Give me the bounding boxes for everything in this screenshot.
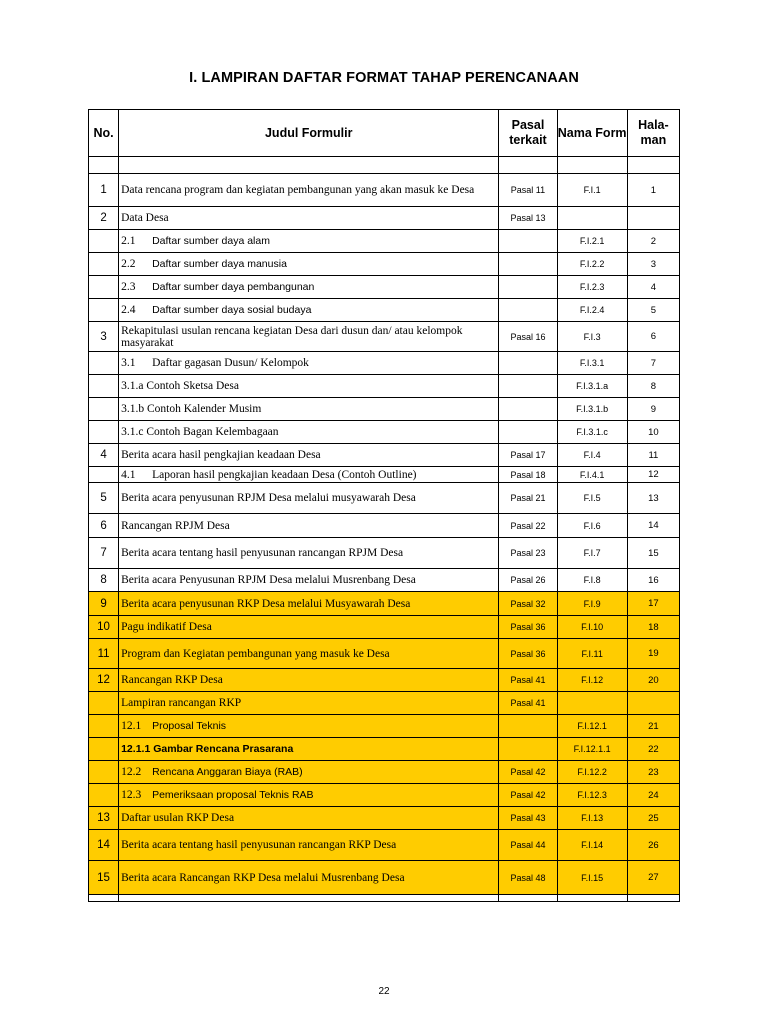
row-form: F.I.4 <box>557 444 627 467</box>
row-pasal: Pasal 36 <box>499 639 557 669</box>
row-judul <box>119 276 499 299</box>
row-pasal <box>499 299 557 322</box>
row-pasal: Pasal 11 <box>499 174 557 207</box>
table-row <box>89 299 680 322</box>
row-form: F.I.3.1.b <box>557 398 627 421</box>
row-form: F.I.7 <box>557 538 627 569</box>
row-judul <box>119 692 499 715</box>
row-form: F.I.2.1 <box>557 230 627 253</box>
row-judul <box>119 669 499 692</box>
row-label: Data Desa <box>121 212 169 224</box>
row-no <box>89 421 119 444</box>
row-label: 12.1.1 Gambar Rencana Prasarana <box>121 743 294 755</box>
row-judul <box>119 514 499 538</box>
row-pasal: Pasal 16 <box>499 322 557 352</box>
table-row <box>89 807 680 830</box>
row-halaman: 5 <box>627 299 679 322</box>
row-no: 12 <box>89 669 119 692</box>
row-label: Pagu indikatif Desa <box>121 621 212 633</box>
row-no: 9 <box>89 592 119 616</box>
row-form: F.I.1 <box>557 174 627 207</box>
row-form: F.I.2.2 <box>557 253 627 276</box>
table-row <box>89 692 680 715</box>
row-judul <box>119 807 499 830</box>
row-form: F.I.3.1.a <box>557 375 627 398</box>
row-subnumber: 12.2 <box>121 766 142 778</box>
row-no <box>89 299 119 322</box>
row-no <box>89 276 119 299</box>
row-halaman: 27 <box>627 861 679 895</box>
row-subnumber: 2.4 <box>121 304 136 316</box>
page-title: I. LAMPIRAN DAFTAR FORMAT TAHAP PERENCANAAN <box>189 70 579 86</box>
page-number: 22 <box>378 986 390 997</box>
row-label: Berita acara penyusunan RKP Desa melalui Musyawarah Desa <box>121 597 411 610</box>
row-halaman: 24 <box>627 784 679 807</box>
row-pasal: Pasal 48 <box>499 861 557 895</box>
row-pasal <box>499 276 557 299</box>
row-label: Daftar sumber daya pembangunan <box>152 281 315 293</box>
row-no <box>89 738 119 761</box>
row-pasal <box>499 738 557 761</box>
row-halaman: 6 <box>627 322 679 352</box>
row-label: Proposal Teknis <box>152 720 227 732</box>
row-halaman: 13 <box>627 483 679 514</box>
row-label: Berita acara hasil pengkajian keadaan Desa <box>121 449 321 461</box>
row-form: F.I.3 <box>557 322 627 352</box>
header-judul: Judul Formulir <box>119 110 499 157</box>
row-form: F.I.12.2 <box>557 761 627 784</box>
row-halaman: 2 <box>627 230 679 253</box>
row-pasal: Pasal 23 <box>499 538 557 569</box>
row-halaman: 1 <box>627 174 679 207</box>
row-halaman: 16 <box>627 569 679 592</box>
row-pasal: Pasal 17 <box>499 444 557 467</box>
row-no: 11 <box>89 639 119 669</box>
row-no <box>89 253 119 276</box>
table-row <box>89 639 680 669</box>
row-halaman: 21 <box>627 715 679 738</box>
row-judul <box>119 715 499 738</box>
row-pasal: Pasal 21 <box>499 483 557 514</box>
row-no: 3 <box>89 322 119 352</box>
row-halaman: 15 <box>627 538 679 569</box>
row-halaman: 9 <box>627 398 679 421</box>
row-form: F.I.15 <box>557 861 627 895</box>
row-halaman: 18 <box>627 616 679 639</box>
row-judul <box>119 322 499 352</box>
row-judul <box>119 299 499 322</box>
table-row <box>89 444 680 467</box>
table-row <box>89 861 680 895</box>
table-row <box>89 276 680 299</box>
table-row <box>89 569 680 592</box>
row-label: Laporan hasil pengkajian keadaan Desa (Contoh Outline) <box>152 468 417 481</box>
row-label: Daftar sumber daya manusia <box>152 258 287 270</box>
table-row <box>89 784 680 807</box>
row-pasal: Pasal 18 <box>499 467 557 483</box>
table-row <box>89 398 680 421</box>
row-no: 5 <box>89 483 119 514</box>
row-form: F.I.12.1 <box>557 715 627 738</box>
table-row <box>89 253 680 276</box>
table-row <box>89 483 680 514</box>
table-row <box>89 538 680 569</box>
table-row <box>89 592 680 616</box>
row-no: 1 <box>89 174 119 207</box>
table-row <box>89 616 680 639</box>
row-judul <box>119 375 499 398</box>
row-pasal: Pasal 32 <box>499 592 557 616</box>
row-form: F.I.2.4 <box>557 299 627 322</box>
row-no <box>89 761 119 784</box>
row-form: F.I.5 <box>557 483 627 514</box>
table-row <box>89 738 680 761</box>
row-halaman: 7 <box>627 352 679 375</box>
row-pasal <box>499 715 557 738</box>
row-judul <box>119 467 499 483</box>
table-row <box>89 669 680 692</box>
row-judul <box>119 174 499 207</box>
row-halaman: 10 <box>627 421 679 444</box>
row-judul <box>119 616 499 639</box>
row-form: F.I.4.1 <box>557 467 627 483</box>
row-judul <box>119 861 499 895</box>
row-form: F.I.3.1 <box>557 352 627 375</box>
row-pasal <box>499 230 557 253</box>
row-halaman: 25 <box>627 807 679 830</box>
row-label: Lampiran rancangan RKP <box>121 697 242 709</box>
table-row <box>89 467 680 483</box>
row-halaman <box>627 207 679 230</box>
header-row <box>89 110 680 157</box>
row-judul <box>119 592 499 616</box>
row-subnumber: 12.1 <box>121 720 142 732</box>
row-judul <box>119 738 499 761</box>
row-form: F.I.10 <box>557 616 627 639</box>
row-subnumber: 2.2 <box>121 258 136 270</box>
row-no <box>89 467 119 483</box>
table-row <box>89 715 680 738</box>
row-pasal: Pasal 41 <box>499 692 557 715</box>
table-row <box>89 230 680 253</box>
row-no <box>89 398 119 421</box>
row-subnumber: 12.3 <box>121 789 142 801</box>
row-halaman: 8 <box>627 375 679 398</box>
row-no: 2 <box>89 207 119 230</box>
row-halaman: 20 <box>627 669 679 692</box>
row-form: F.I.14 <box>557 830 627 861</box>
row-judul <box>119 352 499 375</box>
row-halaman: 22 <box>627 738 679 761</box>
row-pasal: Pasal 42 <box>499 784 557 807</box>
row-label: Berita acara tentang hasil penyusunan rancangan RPJM Desa <box>121 547 404 559</box>
row-form: F.I.3.1.c <box>557 421 627 444</box>
row-form: F.I.9 <box>557 592 627 616</box>
row-form <box>557 692 627 715</box>
row-pasal: Pasal 43 <box>499 807 557 830</box>
row-no: 6 <box>89 514 119 538</box>
row-pasal: Pasal 42 <box>499 761 557 784</box>
row-pasal <box>499 352 557 375</box>
row-judul <box>119 569 499 592</box>
row-label: 3.1.a Contoh Sketsa Desa <box>121 380 239 392</box>
spacer-row <box>89 157 680 174</box>
row-label: Daftar sumber daya sosial budaya <box>152 304 312 316</box>
row-label: Program dan Kegiatan pembangunan yang masuk ke Desa <box>121 647 390 660</box>
row-subnumber: 3.1 <box>121 357 136 369</box>
header-no: No. <box>89 110 119 157</box>
row-no <box>89 784 119 807</box>
row-judul <box>119 784 499 807</box>
row-no <box>89 715 119 738</box>
row-subnumber: 2.3 <box>121 281 136 293</box>
row-form: F.I.12.3 <box>557 784 627 807</box>
row-halaman: 23 <box>627 761 679 784</box>
row-label: Daftar gagasan Dusun/ Kelompok <box>152 357 309 369</box>
row-no: 7 <box>89 538 119 569</box>
table-row <box>89 421 680 444</box>
row-judul <box>119 483 499 514</box>
row-judul <box>119 207 499 230</box>
row-halaman: 3 <box>627 253 679 276</box>
row-no: 13 <box>89 807 119 830</box>
row-label: Berita acara tentang hasil penyusunan rancangan RKP Desa <box>121 839 397 851</box>
table-body <box>89 157 680 902</box>
row-subnumber: 4.1 <box>121 468 136 481</box>
row-form: F.I.12 <box>557 669 627 692</box>
table-row <box>89 514 680 538</box>
row-label: Data rencana program dan kegiatan pembangunan yang akan masuk ke Desa <box>121 184 475 196</box>
row-judul <box>119 421 499 444</box>
row-pasal <box>499 253 557 276</box>
table-row <box>89 830 680 861</box>
header-pasal: Pasal terkait <box>499 110 557 157</box>
row-label: Berita acara Penyusunan RPJM Desa melalui Musrenbang Desa <box>121 574 416 586</box>
row-form: F.I.12.1.1 <box>557 738 627 761</box>
row-label: Berita acara penyusunan RPJM Desa melalui musyawarah Desa <box>121 492 416 504</box>
row-judul <box>119 639 499 669</box>
row-judul <box>119 253 499 276</box>
row-pasal: Pasal 44 <box>499 830 557 861</box>
row-judul <box>119 230 499 253</box>
row-no <box>89 692 119 715</box>
header-form: Nama Form <box>557 110 627 157</box>
row-no <box>89 230 119 253</box>
row-label: Daftar usulan RKP Desa <box>121 812 235 824</box>
row-judul <box>119 761 499 784</box>
spacer-row <box>89 895 680 902</box>
row-pasal <box>499 375 557 398</box>
row-halaman: 26 <box>627 830 679 861</box>
row-label: Rancangan RKP Desa <box>121 674 223 686</box>
row-label: 3.1.b Contoh Kalender Musim <box>121 403 262 415</box>
row-label: Rencana Anggaran Biaya (RAB) <box>152 766 303 778</box>
row-form: F.I.2.3 <box>557 276 627 299</box>
row-label: Pemeriksaan proposal Teknis RAB <box>152 789 314 801</box>
row-judul <box>119 444 499 467</box>
row-form: F.I.11 <box>557 639 627 669</box>
row-pasal: Pasal 36 <box>499 616 557 639</box>
row-form: F.I.13 <box>557 807 627 830</box>
header-hal: Hala- man <box>627 110 679 157</box>
table-row <box>89 375 680 398</box>
row-label: Rekapitulasi usulan rencana kegiatan Desa dari dusun dan/ atau kelompok masyarakat <box>121 324 463 349</box>
table-row <box>89 174 680 207</box>
row-no: 4 <box>89 444 119 467</box>
row-pasal: Pasal 22 <box>499 514 557 538</box>
row-pasal <box>499 398 557 421</box>
row-pasal: Pasal 13 <box>499 207 557 230</box>
row-no: 8 <box>89 569 119 592</box>
row-subnumber: 2.1 <box>121 235 136 247</box>
row-no: 15 <box>89 861 119 895</box>
row-halaman: 12 <box>627 467 679 483</box>
table-row <box>89 322 680 352</box>
row-judul <box>119 830 499 861</box>
row-judul <box>119 538 499 569</box>
row-halaman: 17 <box>627 592 679 616</box>
format-table <box>88 109 680 902</box>
row-form <box>557 207 627 230</box>
row-pasal: Pasal 41 <box>499 669 557 692</box>
row-pasal <box>499 421 557 444</box>
row-halaman <box>627 692 679 715</box>
row-label: 3.1.c Contoh Bagan Kelembagaan <box>121 426 279 438</box>
table-row <box>89 761 680 784</box>
row-no: 10 <box>89 616 119 639</box>
row-no <box>89 375 119 398</box>
row-no: 14 <box>89 830 119 861</box>
row-halaman: 11 <box>627 444 679 467</box>
table-row <box>89 352 680 375</box>
row-label: Rancangan RPJM Desa <box>121 519 230 532</box>
row-halaman: 14 <box>627 514 679 538</box>
row-form: F.I.8 <box>557 569 627 592</box>
row-form: F.I.6 <box>557 514 627 538</box>
row-judul <box>119 398 499 421</box>
row-halaman: 4 <box>627 276 679 299</box>
row-label: Daftar sumber daya alam <box>152 235 270 247</box>
row-no <box>89 352 119 375</box>
row-halaman: 19 <box>627 639 679 669</box>
row-label: Berita acara Rancangan RKP Desa melalui Musrenbang Desa <box>121 871 405 884</box>
row-pasal: Pasal 26 <box>499 569 557 592</box>
table-row <box>89 207 680 230</box>
